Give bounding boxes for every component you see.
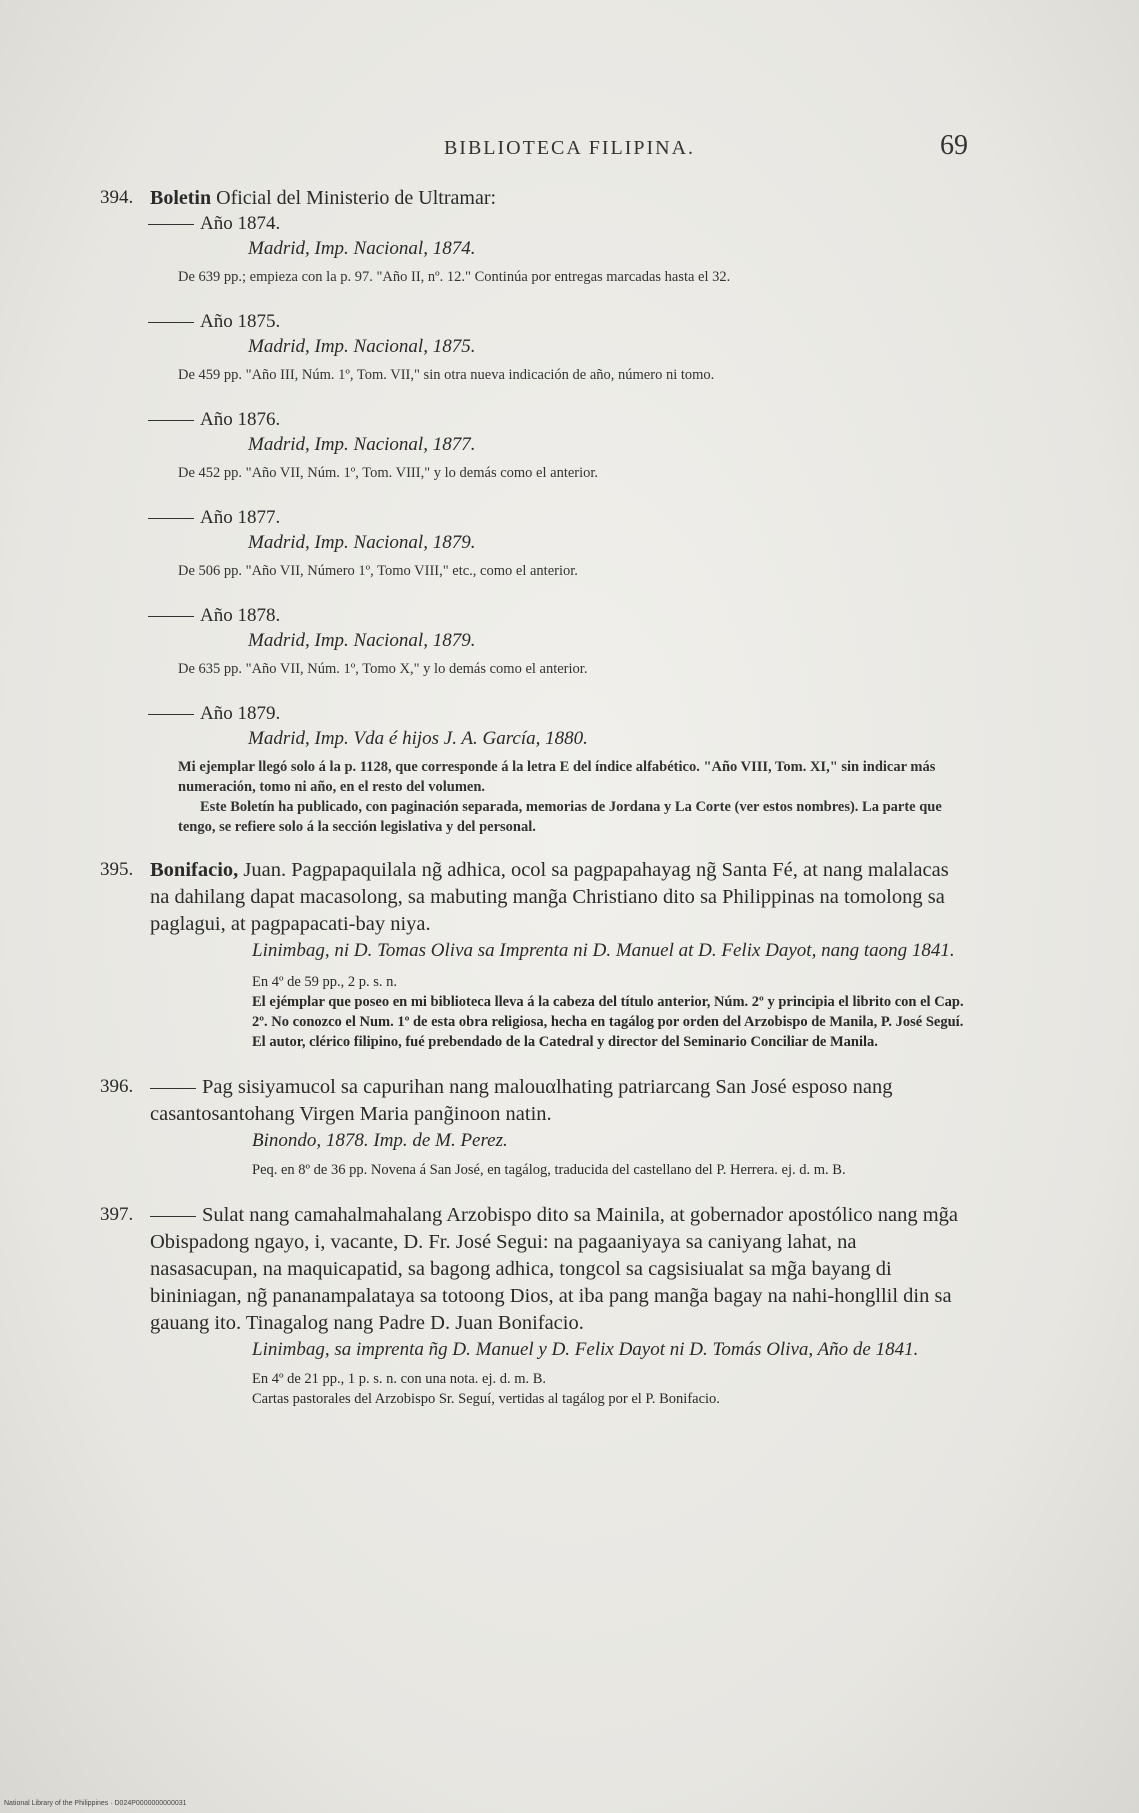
year-block [148,309,968,385]
entry-title: Pag sisiyamucol sa capurihan nang malouαlhating patriarcang San José esposo nang casantosantohang Virgen Maria pang̃inoon natin. [150,1076,893,1125]
year-label: Año 1875. [200,311,281,332]
year-label: Año 1877. [200,507,281,528]
note: Cartas pastorales del Arzobispo Sr. Seguí, vertidas al tagálog por el P. Bonifacio. [252,1391,720,1407]
entry-397 [100,1202,968,1409]
entry-heading [100,1074,968,1128]
entry-396 [100,1074,968,1180]
note: En 4º de 59 pp., 2 p. s. n. [252,974,398,990]
entry-number: 396. [100,1076,134,1097]
entry-395 [100,857,968,1052]
imprint: Madrid, Imp. Vda é hijos J. A. García, 1880. [248,728,588,749]
entry-394 [100,185,968,837]
entry-number: 397. [100,1204,134,1225]
note: Mi ejemplar llegó solo á la p. 1128, que corresponde á la letra E del índice alfabético. "Año VIII, Tom. XI," sin indicar más numeración, tomo ni año, en el resto del volumen. [178,759,936,795]
note: De 639 pp.; empieza con la p. 97. "Año II, nº. 12." Continúa por entregas marcadas hasta el 32. [178,269,731,285]
note: De 459 pp. "Año III, Núm. 1º, Tom. VII," sin otra nueva indicación de año, número ni tomo. [178,367,715,383]
year-label: Año 1876. [200,409,281,430]
imprint: Madrid, Imp. Nacional, 1875. [248,336,476,357]
entry-title: Oficial del Ministerio de Ultramar: [216,187,497,209]
entry-heading [100,185,968,211]
entry-title: Sulat nang camahalmahalang Arzobispo dito sa Mainila, at gobernador apostólico nang mg̃a Obispadong ngayo, i, vacante, D. Fr. José Segui: na pagaaniyaya sa caniyang lahat, na nasasacupan, na maquicapatid, sa bagong adhica, tongcol sa cagsisiualat sa mg̃a bayang di bininiagan, ng̃ pananampalataya sa totoong Dios, at iba pang mang̃a bagay na nahi-hongllil din sa gauang ito. Tinagalog nang Padre D. Juan Bonifacio. [150,1204,959,1334]
year-label: Año 1879. [200,703,281,724]
entry-author-first: Juan. [243,859,287,881]
note-extra: Este Boletín ha publicado, con paginación separada, memorias de Jordana y La Corte (ver estos nombres). La parte que tengo, se refiere solo á la sección legislativa y del personal. [178,799,942,835]
entry-author: Bonifacio, [150,859,239,881]
imprint: Madrid, Imp. Nacional, 1877. [248,434,476,455]
imprint: Madrid, Imp. Nacional, 1879. [248,532,476,553]
entry-number: 395. [100,859,134,880]
year-label: Año 1878. [200,605,281,626]
imprint: Linimbag, ni D. Tomas Oliva sa Imprenta ni D. Manuel at D. Felix Dayot, nang taong 1841. [252,940,955,961]
year-block [148,701,968,837]
entry-heading [100,1202,968,1337]
imprint: Binondo, 1878. Imp. de M. Perez. [252,1130,508,1151]
year-block [148,603,968,679]
year-label: Año 1874. [200,213,281,234]
imprint: Madrid, Imp. Nacional, 1874. [248,238,476,259]
imprint: Madrid, Imp. Nacional, 1879. [248,630,476,651]
note: De 452 pp. "Año VII, Núm. 1º, Tom. VIII," y lo demás como el anterior. [178,465,599,481]
note: De 635 pp. "Año VII, Núm. 1º, Tomo X," y lo demás como el anterior. [178,661,588,677]
scan-footer: National Library of the Philippines · D024P0000000000031 [4,1800,187,1807]
imprint: Linimbag, sa imprenta ñg D. Manuel y D. Felix Dayot ni D. Tomás Oliva, Año de 1841. [252,1339,919,1360]
note: Peq. en 8º de 36 pp. Novena á San José, en tagálog, traducida del castellano del P. Herrera. ej. d. m. B. [252,1162,846,1178]
entry-title: Pagpapaquilala ng̃ adhica, ocol sa pagpapahayag ng̃ Santa Fé, at nang malalacas na dahilang dapat macasolong, sa mabuting mang̃a Christiano dito sa Philippinas na tomolong sa paglagui, at pagpapacati-bay niya. [150,859,949,935]
page-number: 69 [940,130,968,161]
year-block [148,505,968,581]
note: El ejémplar que poseo en mi biblioteca lleva á la cabeza del título anterior, Núm. 2º y principia el librito con el Cap. 2º. No conozco el Num. 1º de esta obra religiosa, hecha en tagálog por orden del Arzobispo de Manila, P. José Seguí. El autor, clérico filipino, fué prebendado de la Catedral y director del Seminario Conciliar de Manila. [252,994,964,1050]
note: En 4º de 21 pp., 1 p. s. n. con una nota. ej. d. m. B. [252,1371,547,1387]
entry-author: Boletin [150,187,212,209]
running-header: BIBLIOTECA FILIPINA. [443,137,696,159]
entry-heading [100,857,968,938]
entry-number: 394. [100,187,134,208]
content [100,185,968,1409]
year-block [148,407,968,483]
note: De 506 pp. "Año VII, Número 1º, Tomo VIII," etc., como el anterior. [178,563,578,579]
year-block [148,211,968,287]
